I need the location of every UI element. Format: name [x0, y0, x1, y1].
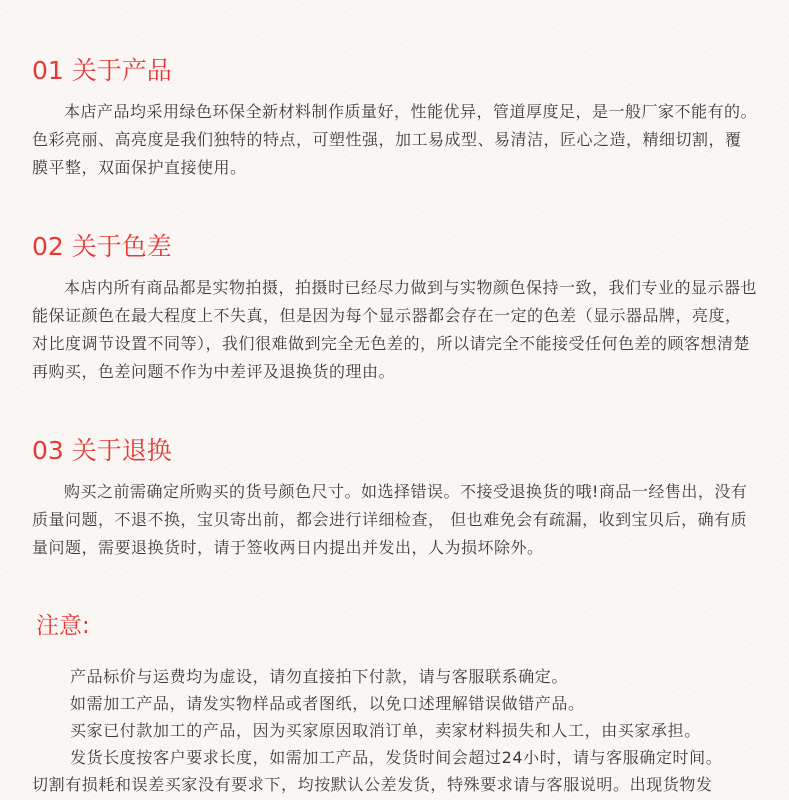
notice-line: 产品标价与运费均为虚设，请勿直接拍下付款，请与客服联系确定。 [70, 667, 569, 686]
notice-title: 注意: [36, 613, 90, 639]
section-title-color-difference: 02 关于色差 [32, 232, 172, 261]
notice-list [32, 663, 772, 798]
section-title-returns: 03 关于退换 [32, 436, 172, 465]
section-title-product: 01 关于产品 [32, 56, 172, 85]
notice-line: 切割有损耗和误差买家没有要求下，均按默认公差发货，特殊要求请与客服说明。出现货物发 [32, 775, 713, 794]
notice-line: 如需加工产品，请发实物样品或者图纸，以免口述理解错误做错产品。 [70, 694, 585, 713]
notice-line: 买家已付款加工的产品，因为买家原因取消订单，卖家材料损失和人工，由买家承担。 [70, 721, 701, 740]
notice-line: 发货长度按客户要求长度，如需加工产品，发货时间会超过24小时，请与客服确定时间。 [70, 748, 723, 767]
section-body-product: 本店产品均采用绿色环保全新材料制作质量好，性能优异，管道厚度足，是一般厂家不能有的。色彩亮丽、高亮度是我们独特的特点，可塑性强，加工易成型、易清洁，匠心之造，精细切割，覆膜平整，双面保护直接使用。 [32, 102, 758, 177]
section-body-color-difference: 本店内所有商品都是实物拍摄，拍摄时已经尽力做到与实物颜色保持一致，我们专业的显示器也能保证颜色在最大程度上不失真，但是因为每个显示器都会存在一定的色差（显示器品牌，亮度，对比度调节设置不同等），我们很难做到完全无色差的，所以请完全不能接受任何色差的顾客想清楚再购买，色差问题不作为中差评及退换货的理由。 [32, 278, 758, 381]
section-body-returns: 购买之前需确定所购买的货号颜色尺寸。如选择错误。不接受退换货的哦!商品一经售出，没有质量问题，不退不换，宝贝寄出前，都会进行详细检查， 但也难免会有疏漏，收到宝贝后，确有质量问题，需要退换货时，请于签收两日内提出并发出，人为损坏除外。 [32, 482, 748, 557]
